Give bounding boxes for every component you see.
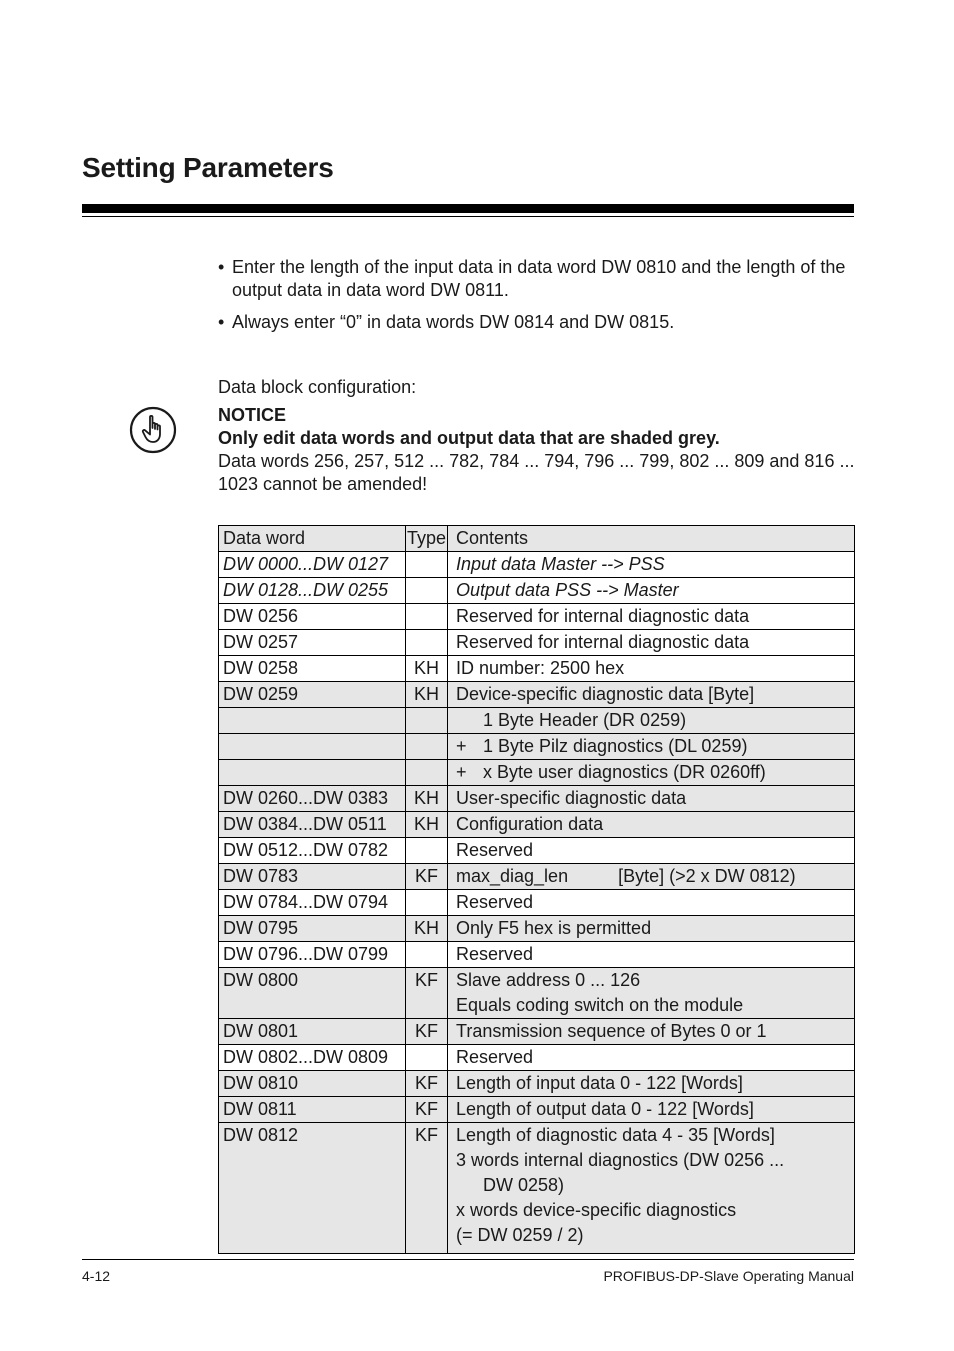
cell-contents [448, 968, 855, 1019]
table-row [219, 708, 855, 734]
cell-contents: Reserved [448, 1045, 855, 1071]
cell-type: KF [406, 1097, 448, 1123]
cell-word: DW 0258 [219, 656, 406, 682]
cell-type [406, 552, 448, 578]
table-row [219, 760, 855, 786]
cell-text: x Byte user diagnostics (DR 0260ff) [483, 762, 766, 782]
table-row [219, 604, 855, 630]
cell-word: DW 0801 [219, 1019, 406, 1045]
cell-type [406, 1045, 448, 1071]
cell-type: KF [406, 1071, 448, 1097]
cell-word: DW 0810 [219, 1071, 406, 1097]
cell-prefix: + [456, 736, 467, 756]
cell-text: 1 Byte Pilz diagnostics (DL 0259) [483, 736, 748, 756]
cell-contents: Reserved [448, 838, 855, 864]
page-number: 4-12 [82, 1268, 111, 1284]
cell-word: DW 0257 [219, 630, 406, 656]
cell-contents: Reserved [448, 942, 855, 968]
table-row [219, 1097, 855, 1123]
cell-prefix: + [456, 762, 467, 782]
table-row [219, 942, 855, 968]
table-row [219, 1045, 855, 1071]
cell-type: KF [406, 864, 448, 890]
cell-contents: Only F5 hex is permitted [448, 916, 855, 942]
cell-type [406, 604, 448, 630]
cell-text-b: [Byte] (>2 x DW 0812) [618, 866, 796, 886]
table-row [219, 552, 855, 578]
cell-line: Slave address 0 ... 126 [456, 970, 641, 990]
cell-type [406, 760, 448, 786]
cell-contents: Length of input data 0 - 122 [Words] [448, 1071, 855, 1097]
cell-contents: ID number: 2500 hex [448, 656, 855, 682]
cell-word: DW 0512...DW 0782 [219, 838, 406, 864]
cell-word: DW 0800 [219, 968, 406, 1019]
table-row [219, 838, 855, 864]
cell-type [406, 630, 448, 656]
header-data-word: Data word [219, 526, 406, 552]
table-row [219, 1123, 855, 1254]
cell-word [219, 760, 406, 786]
cell-type: KH [406, 656, 448, 682]
data-block-table [218, 525, 855, 1254]
cell-word: DW 0000...DW 0127 [219, 552, 406, 578]
manual-title: PROFIBUS-DP-Slave Operating Manual [603, 1268, 854, 1284]
cell-type [406, 578, 448, 604]
cell-word [219, 708, 406, 734]
cell-contents [448, 1123, 855, 1254]
cell-word: DW 0795 [219, 916, 406, 942]
cell-contents: Output data PSS --> Master [448, 578, 855, 604]
notice-emphasis: Only edit data words and output data that are shaded grey. [218, 428, 720, 448]
bullet-marker: • [218, 257, 225, 277]
table-row [219, 1071, 855, 1097]
cell-contents: Length of output data 0 - 122 [Words] [448, 1097, 855, 1123]
cell-line: 3 words internal diagnostics (DW 0256 ... [456, 1150, 785, 1170]
cell-line: Equals coding switch on the module [456, 995, 744, 1015]
cell-word: DW 0384...DW 0511 [219, 812, 406, 838]
table-row [219, 734, 855, 760]
cell-line: DW 0258) [483, 1175, 565, 1195]
cell-word: DW 0259 [219, 682, 406, 708]
cell-word: DW 0260...DW 0383 [219, 786, 406, 812]
cell-contents: Reserved for internal diagnostic data [448, 604, 855, 630]
table-row [219, 968, 855, 1019]
cell-word: DW 0784...DW 0794 [219, 890, 406, 916]
cell-word [219, 734, 406, 760]
table-row [219, 1019, 855, 1045]
cell-type: KH [406, 916, 448, 942]
cell-type: KF [406, 1123, 448, 1254]
cell-word: DW 0796...DW 0799 [219, 942, 406, 968]
cell-contents: Reserved [448, 890, 855, 916]
title-rule-thin [82, 216, 854, 217]
header-type: Type [406, 526, 448, 552]
cell-type [406, 734, 448, 760]
cell-type [406, 890, 448, 916]
cell-type: KF [406, 1019, 448, 1045]
table-row [219, 630, 855, 656]
table-row [219, 578, 855, 604]
list-item [218, 311, 858, 334]
table-row [219, 682, 855, 708]
cell-type [406, 708, 448, 734]
table-header-row [219, 526, 855, 552]
cell-type: KF [406, 968, 448, 1019]
cell-contents: Device-specific diagnostic data [Byte] [448, 682, 855, 708]
table-row [219, 916, 855, 942]
table-row [219, 890, 855, 916]
cell-contents: Configuration data [448, 812, 855, 838]
cell-contents: Input data Master --> PSS [448, 552, 855, 578]
table-row [219, 656, 855, 682]
cell-type: KH [406, 786, 448, 812]
notice-box [218, 404, 858, 496]
bullet-text: Enter the length of the input data in data word DW 0810 and the length of the output data in data word DW 0811. [232, 257, 846, 300]
page-title: Setting Parameters [82, 152, 334, 183]
cell-type [406, 838, 448, 864]
cell-type [406, 942, 448, 968]
cell-line: (= DW 0259 / 2) [456, 1225, 584, 1245]
bullet-marker: • [218, 312, 225, 332]
cell-contents [448, 760, 855, 786]
cell-word: DW 0812 [219, 1123, 406, 1254]
cell-word: DW 0256 [219, 604, 406, 630]
cell-contents [448, 708, 855, 734]
header-contents: Contents [448, 526, 855, 552]
cell-contents: Transmission sequence of Bytes 0 or 1 [448, 1019, 855, 1045]
cell-type: KH [406, 812, 448, 838]
cell-contents [448, 864, 855, 890]
table-row [219, 786, 855, 812]
table-row [219, 812, 855, 838]
table-row [219, 864, 855, 890]
cell-text: 1 Byte Header (DR 0259) [483, 710, 687, 730]
cell-type: KH [406, 682, 448, 708]
bullet-text: Always enter “0” in data words DW 0814 and DW 0815. [232, 312, 675, 332]
block-config-label: Data block configuration: [218, 377, 417, 397]
cell-line: x words device-specific diagnostics [456, 1200, 737, 1220]
cell-text: max_diag_len [456, 866, 569, 886]
notice-text: Data words 256, 257, 512 ... 782, 784 ... 794, 796 ... 799, 802 ... 809 and 816 ... 1023 cannot be amended! [218, 451, 855, 494]
notice-heading: NOTICE [218, 405, 287, 425]
cell-word: DW 0802...DW 0809 [219, 1045, 406, 1071]
cell-word: DW 0811 [219, 1097, 406, 1123]
cell-word: DW 0128...DW 0255 [219, 578, 406, 604]
title-rule [82, 204, 854, 213]
footer-rule [82, 1259, 854, 1260]
list-item [218, 256, 858, 302]
instruction-list [218, 256, 858, 343]
cell-contents: Reserved for internal diagnostic data [448, 630, 855, 656]
cell-line: Length of diagnostic data 4 - 35 [Words] [456, 1125, 775, 1145]
cell-word: DW 0783 [219, 864, 406, 890]
cell-contents [448, 734, 855, 760]
cell-contents: User-specific diagnostic data [448, 786, 855, 812]
pointing-hand-icon [129, 406, 177, 454]
